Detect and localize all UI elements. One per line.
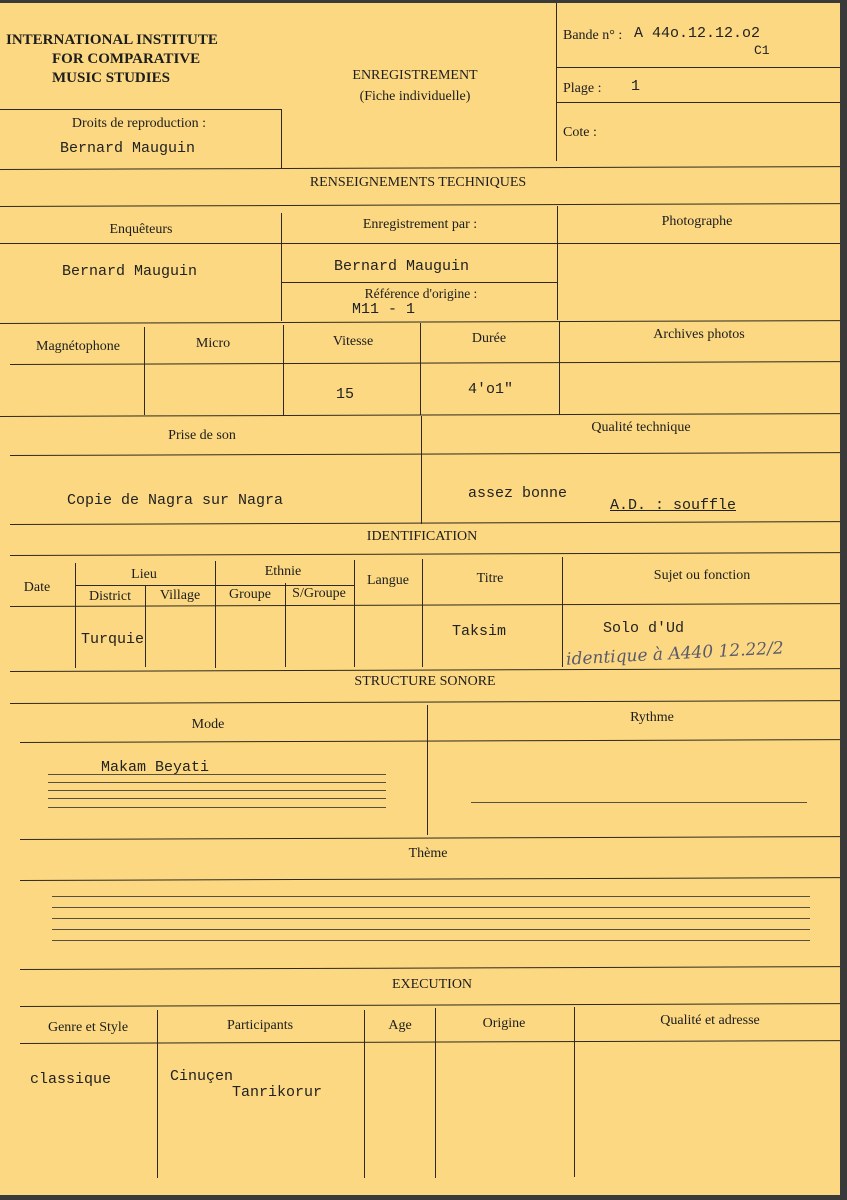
photographe-label: Photographe [661, 214, 733, 229]
enregistrement-par-value: Bernard Mauguin [334, 258, 470, 275]
participants-label: Participants [226, 1018, 294, 1033]
groupe-label: Groupe [229, 587, 271, 602]
section-technique-title: RENSEIGNEMENTS TECHNIQUES [309, 175, 527, 190]
plage-label: Plage : [563, 81, 602, 96]
titre-label: Titre [476, 571, 504, 586]
genre-style-label: Genre et Style [47, 1020, 129, 1035]
mode-label: Mode [191, 717, 225, 732]
qualite-adresse-label: Qualité et adresse [660, 1013, 760, 1028]
langue-label: Langue [367, 573, 409, 588]
enqueteurs-value: Bernard Mauguin [62, 263, 198, 280]
district-value: Turquie [81, 631, 145, 648]
plage-value: 1 [631, 78, 641, 95]
participant-name-line2: Tanrikorur [232, 1084, 323, 1101]
duree-label: Durée [471, 331, 507, 346]
bande-sub-value: C1 [754, 43, 770, 58]
sous-groupe-label: S/Groupe [292, 586, 346, 601]
lieu-label: Lieu [131, 567, 157, 582]
prise-de-son-label: Prise de son [168, 428, 236, 443]
date-label: Date [23, 580, 51, 595]
participant-name-line1: Cinuçen [170, 1068, 234, 1085]
village-label: Village [159, 588, 201, 603]
section-structure-title: STRUCTURE SONORE [354, 674, 496, 689]
card-title: ENREGISTREMENT [352, 68, 478, 83]
theme-label: Thème [408, 846, 448, 861]
duree-value: 4'o1" [468, 381, 514, 398]
qualite-technique-note: A.D. : souffle [610, 497, 737, 514]
age-label: Age [388, 1018, 412, 1033]
droits-label: Droits de reproduction : [71, 116, 207, 131]
bande-label: Bande n° : [563, 28, 623, 43]
sujet-fonction-value: Solo d'Ud [603, 620, 685, 637]
cote-label: Cote : [563, 125, 597, 140]
titre-value: Taksim [452, 623, 507, 640]
micro-label: Micro [195, 336, 231, 351]
section-execution-title: EXECUTION [391, 977, 473, 992]
reference-label: Référence d'origine : [364, 286, 478, 301]
section-identification-title: IDENTIFICATION [366, 529, 478, 544]
handwritten-note: identique à A440 12.22/2 [565, 638, 785, 670]
district-label: District [89, 589, 131, 604]
qualite-technique-value: assez bonne [468, 485, 568, 502]
vitesse-value: 15 [336, 386, 355, 403]
card-subtitle: (Fiche individuelle) [359, 89, 471, 104]
ethnie-label: Ethnie [264, 564, 302, 579]
reference-value: M11 - 1 [352, 301, 416, 318]
index-card [0, 3, 840, 1195]
sujet-fonction-label: Sujet ou fonction [653, 568, 751, 583]
origine-label: Origine [482, 1016, 526, 1031]
institute-name: INTERNATIONAL INSTITUTE FOR COMPARATIVE MUSIC STUDIES [6, 32, 218, 86]
bande-value: A 44o.12.12.o2 [634, 25, 761, 42]
prise-de-son-value: Copie de Nagra sur Nagra [67, 492, 284, 509]
magnetophone-label: Magnétophone [36, 339, 120, 354]
archives-photos-label: Archives photos [653, 327, 745, 342]
rythme-label: Rythme [630, 710, 674, 725]
mode-value: Makam Beyati [101, 759, 210, 776]
qualite-technique-label: Qualité technique [591, 420, 691, 435]
genre-style-value: classique [30, 1071, 112, 1088]
enregistrement-par-label: Enregistrement par : [362, 217, 478, 232]
droits-value: Bernard Mauguin [60, 140, 196, 157]
vitesse-label: Vitesse [332, 334, 374, 349]
enqueteurs-label: Enquêteurs [109, 222, 173, 237]
